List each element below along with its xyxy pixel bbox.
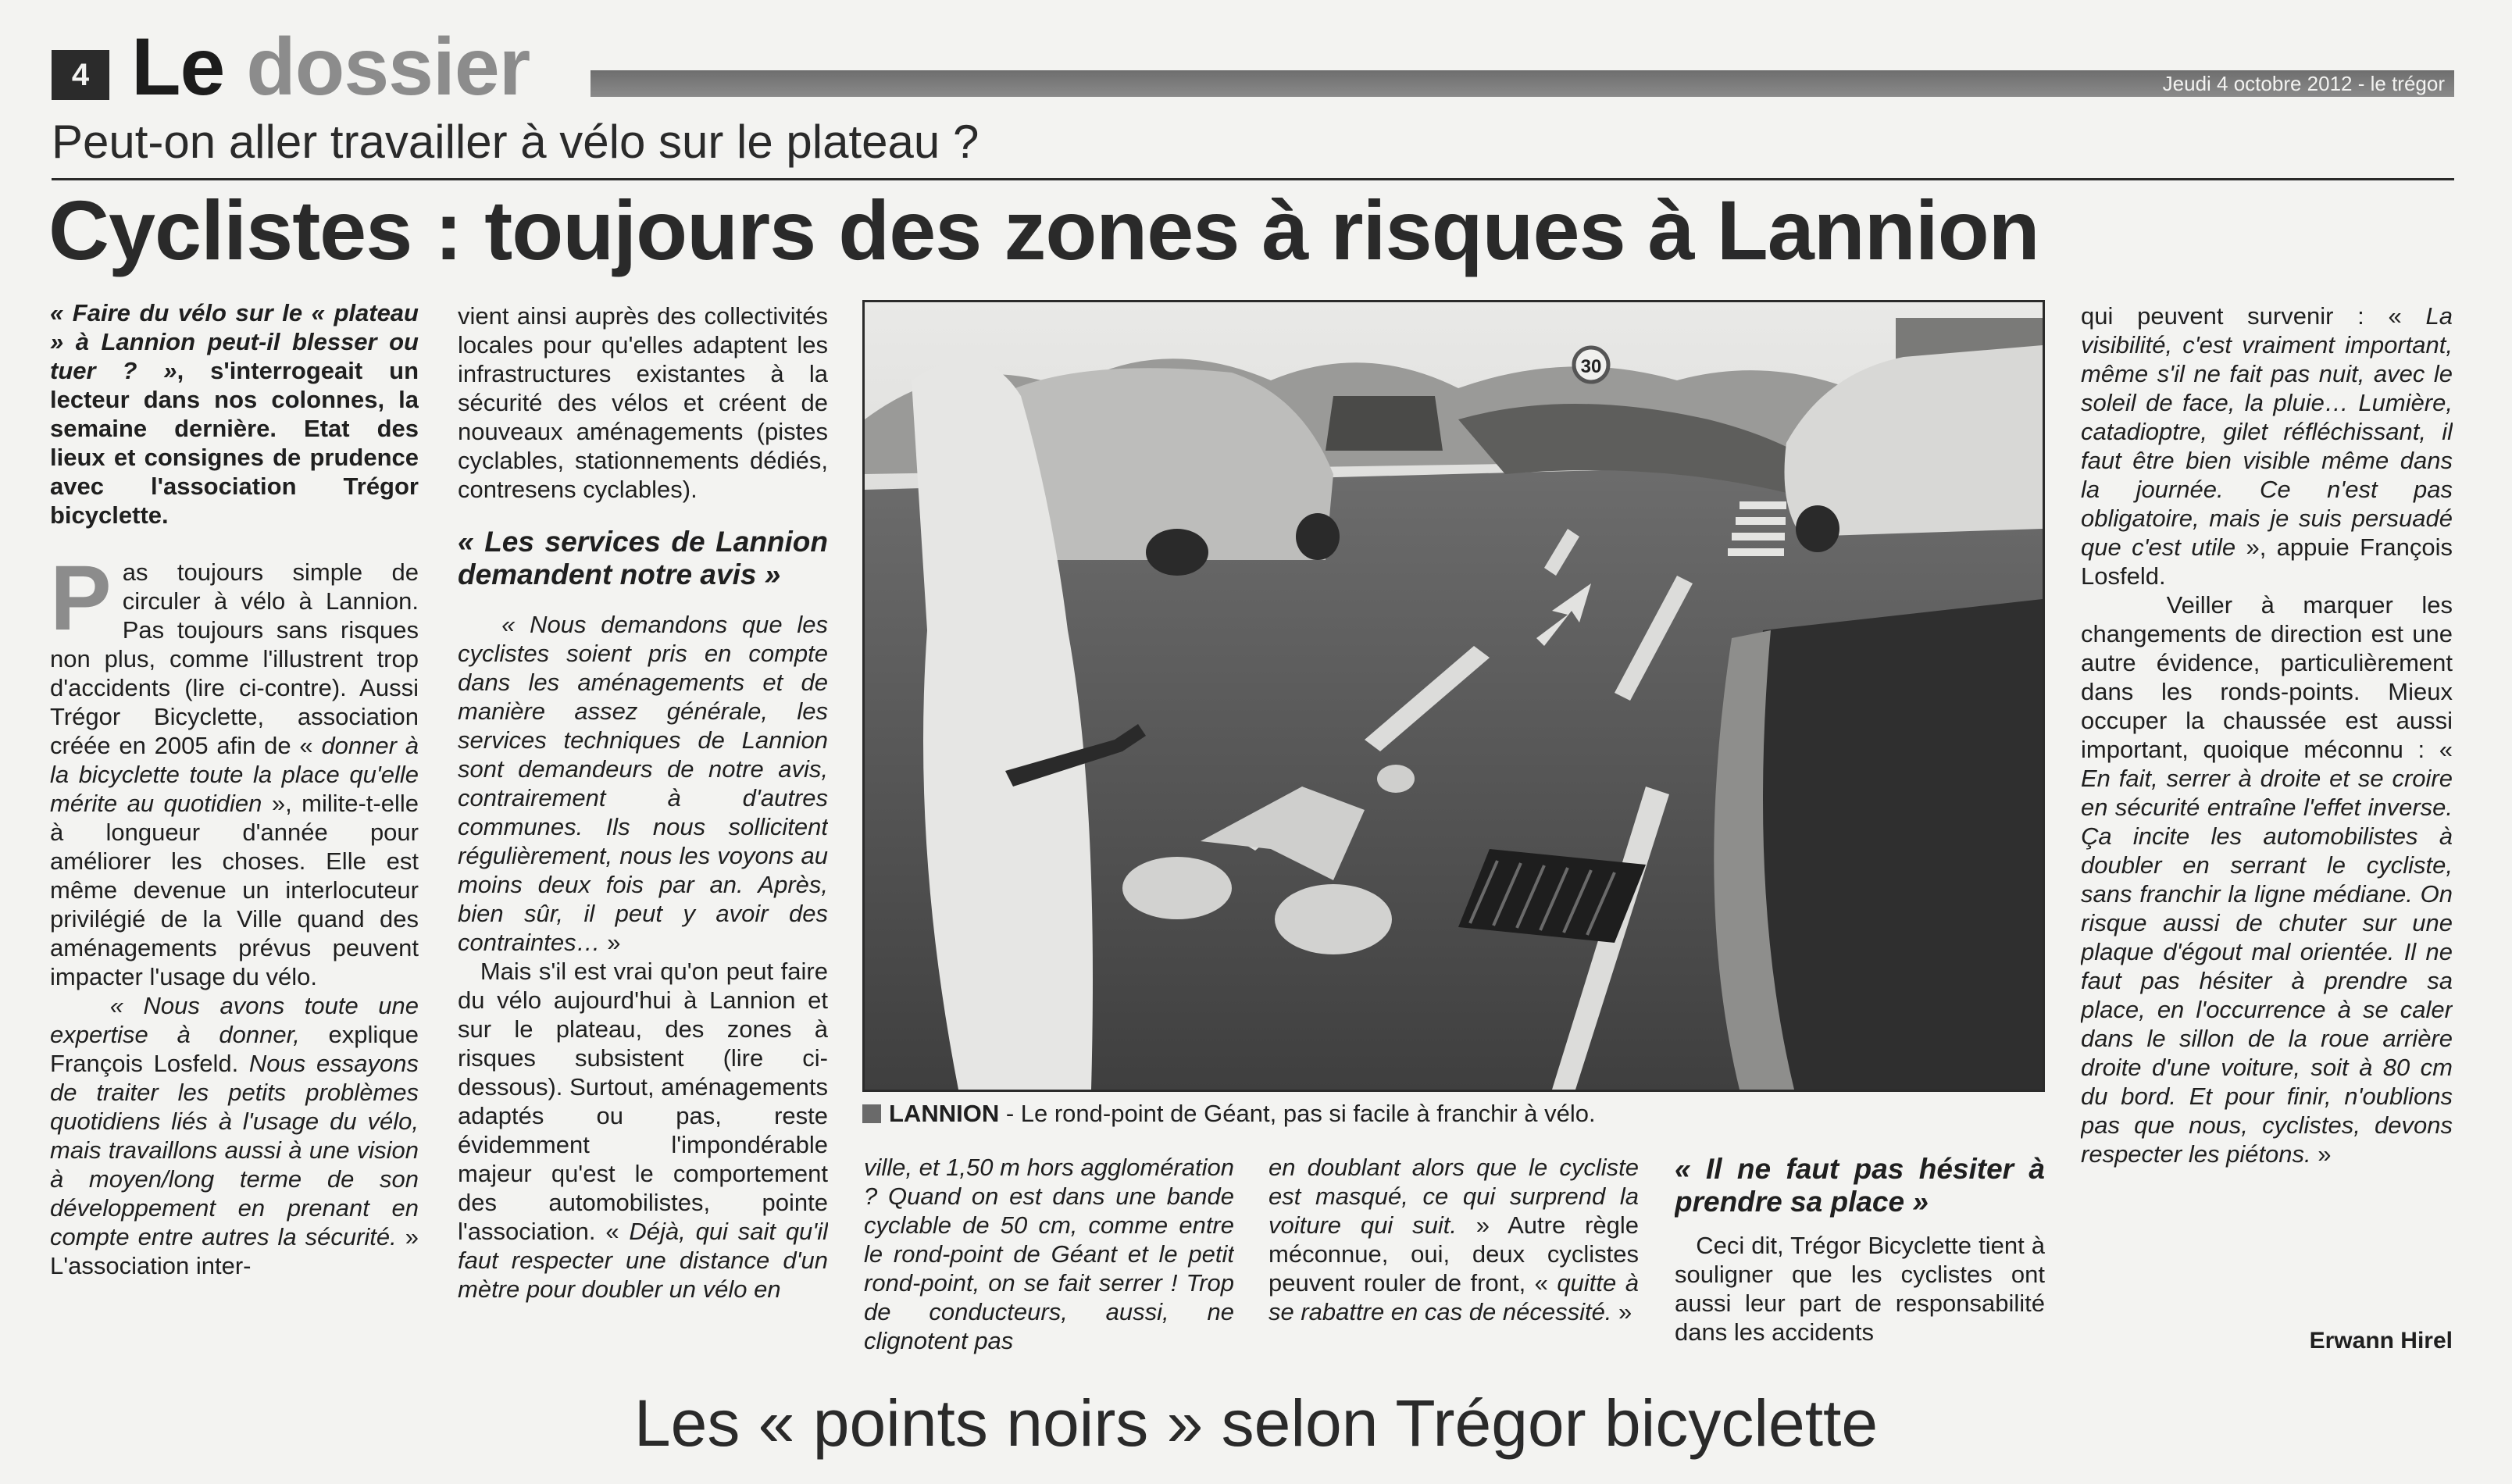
article-photo (862, 300, 2045, 1092)
dateline: Jeudi 4 octobre 2012 - le trégor (2162, 72, 2445, 95)
drop-cap: P (50, 547, 112, 650)
paragraph-7: en doublant alors que le cycliste est masqué, ce qui surprend la voiture qui suit. » Autre règle méconnue, oui, deux cyclistes peuvent rouler de front, « quitte à se rabattre en cas de nécessité. » (1268, 1154, 1639, 1325)
paragraph-6: ville, et 1,50 m hors agglomération ? Quand on est dans une bande cyclable de 50 cm, comme entre le rond-point de Géant et le petit rond-point, on se fait serrer ! Trop de conducteurs, aussi, ne clignotent pas (864, 1154, 1234, 1354)
column-3 (864, 1153, 1234, 1356)
subhead-services: « Les services de Lannion demandent notre avis » (458, 526, 828, 590)
paragraph-1: Pas toujours simple de circuler à vélo à Lannion. Pas toujours sans risques non plus, comme l'illustrent trop d'accidents (lire ci-contre). Aussi Trégor Bicyclette, association créée en 2005 afin de « donner à la bicyclette toute la place qu'elle mérite au quotidien », milite-t-elle à longueur d'année pour améliorer les choses. Elle est même devenue un interlocuteur privilégié de la Ville quand des aménagements prévus peuvent impacter l'usage du vélo. (50, 547, 419, 990)
page-number: 4 (52, 50, 109, 100)
rubric-part-2: dossier (246, 22, 530, 112)
paragraph-8: Ceci dit, Trégor Bicyclette tient à souligner que les cyclistes ont aussi leur part de responsabilité dans les accidents (1675, 1232, 2045, 1346)
paragraph-3: vient ainsi auprès des collectivités locales pour qu'elles adaptent les infrastructures existantes à la sécurité des vélos et créent de nouveaux aménagements (pistes cyclables, stationnements dédiés, contresens cyclables). (458, 302, 828, 503)
kicker-rule (52, 178, 2454, 180)
paragraph-4: « Nous demandons que les cyclistes soient pris en compte dans les aménagements et de manière assez générale, les services techniques de Lannion sont demandeurs de notre avis, contrairement à d'autres communes. Ils nous sollicitent régulièrement, nous les voyons au moins deux fois par an. Après, bien sûr, il peut y avoir des contraintes… » (458, 611, 828, 956)
column-2 (458, 301, 828, 1356)
section-rubric (131, 22, 530, 112)
article-kicker: Peut-on aller travailler à vélo sur le plateau ? (52, 116, 979, 168)
photo-caption: LANNION - Le rond-point de Géant, pas si facile à franchir à vélo. (862, 1100, 2045, 1128)
paragraph-10: Veiller à marquer les changements de direction est une autre évidence, particulièrement dans les ronds-points. Mieux occuper la chaussée est aussi important, quoique méconnu : « En fait, serrer à droite et se croire en sécurité entraîne l'effet inverse. Ça incite les automobilistes à doubler en serrant le cycliste, sans franchir la ligne médiane. On risque aussi de chuter sur une plaque d'égout mal orientée. Il ne faut pas hésiter à prendre sa place, en l'occurrence à se caler dans le sillon de la roue arrière droite d'une voiture, soit à 80 cm du bord. Et pour finir, n'oublions pas que nous, cyclistes, devons respecter les piétons. » (2081, 591, 2453, 1168)
caption-square-icon (862, 1104, 881, 1123)
column-6 (2081, 301, 2453, 1356)
article-intro: « Faire du vélo sur le « plateau » à Lannion peut-il blesser ou tuer ? », s'interrogeait un lecteur dans nos colonnes, la semaine dernière. Etat des lieux et consignes de prudence avec l'association Trégor bicyclette. (50, 299, 419, 529)
column-1 (50, 298, 419, 1353)
subhead-place: « Il ne faut pas hésiter à prendre sa place » (1675, 1153, 2045, 1218)
rubric-part-1: Le (131, 22, 247, 112)
byline: Erwann Hirel (2309, 1328, 2453, 1354)
article-headline: Cyclistes : toujours des zones à risques à Lannion (48, 183, 2039, 277)
paragraph-5: Mais s'il est vrai qu'on peut faire du vélo aujourd'hui à Lannion et sur le plateau, des zones à risques subsistent (lire ci-dessous). Surtout, aménagements adaptés ou pas, reste évidemment l'impondérable majeur qu'est le comportement des automobilistes, pointe l'association. « Déjà, qui sait qu'il faut respecter une distance d'un mètre pour doubler un vélo en (458, 958, 828, 1303)
column-5 (1675, 1153, 2045, 1356)
next-article-title: Les « points noirs » selon Trégor bicyclette (633, 1386, 1879, 1460)
paragraph-9: qui peuvent survenir : « La visibilité, c'est vraiment important, même s'il ne fait pas nuit, avec le soleil de face, la pluie… Lumière, catadioptre, gilet réfléchissant, il faut être bien visible même dans la journée. Ce n'est pas obligatoire, mais je suis persuadé que c'est utile », appuie François Losfeld. (2081, 302, 2453, 590)
roundabout-photo (865, 302, 2043, 1090)
column-4 (1268, 1153, 1639, 1356)
speed-sign-label: 30 (1580, 356, 1602, 377)
paragraph-2: « Nous avons toute une expertise à donner, explique François Losfeld. Nous essayons de traiter les petits problèmes quotidiens liés à l'usage du vélo, mais travaillons aussi à une vision à moyen/long terme de son développement en prenant en compte entre autres la sécurité. » L'association inter- (50, 992, 419, 1279)
